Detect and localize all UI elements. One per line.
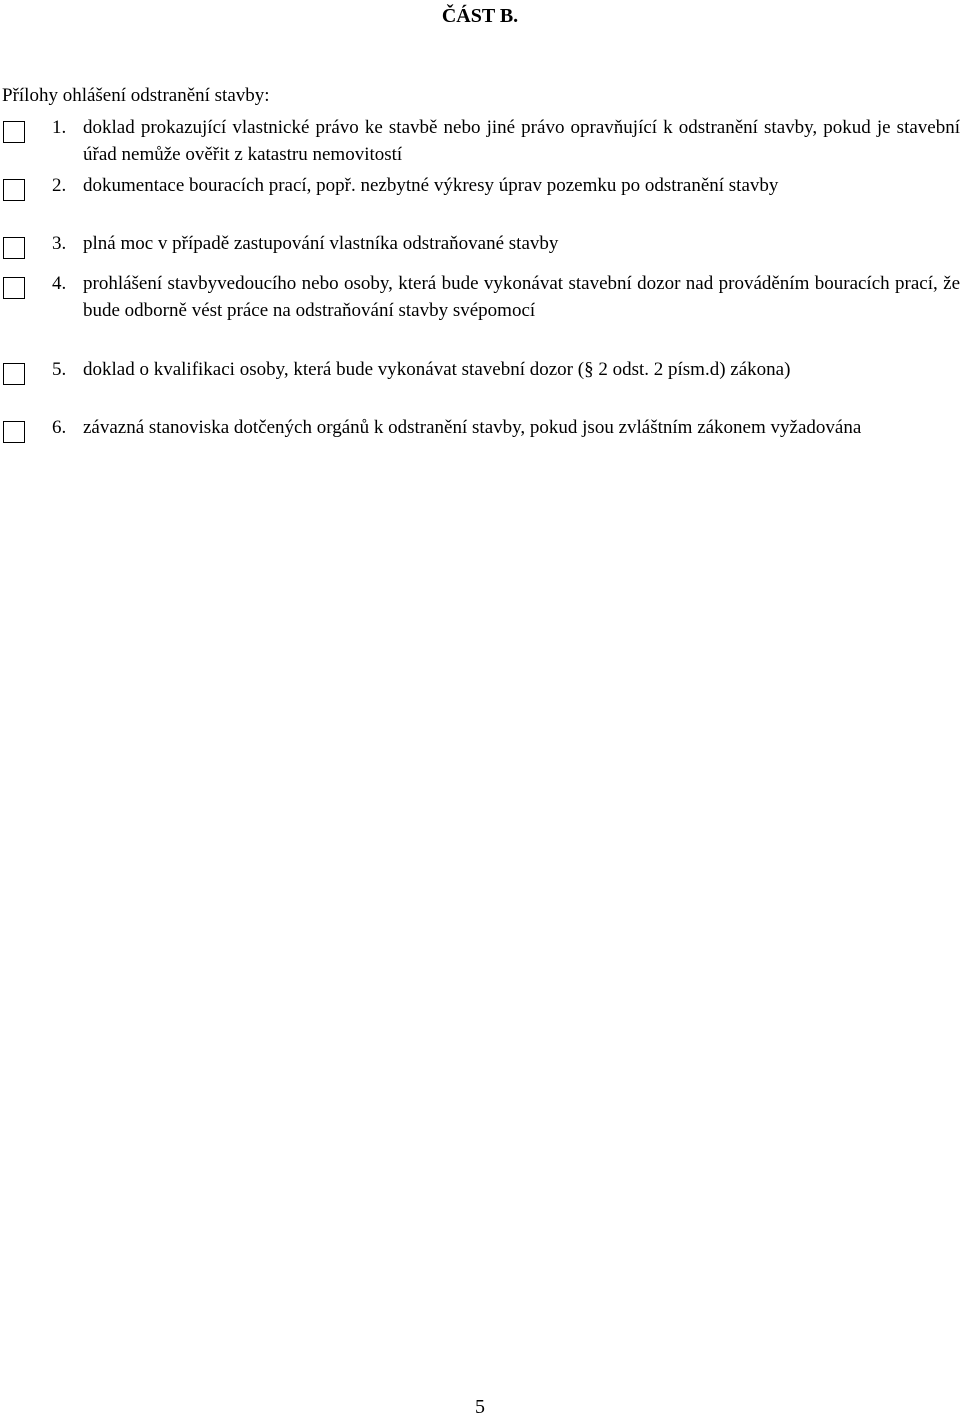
- item-text: prohlášení stavbyvedoucího nebo osoby, která bude vykonávat stavební dozor nad prováděním bouracích prací, že bude odborně vést práce na odstraňování stavby svépomocí: [83, 273, 960, 321]
- page-number: 5: [475, 1396, 485, 1418]
- item-number: 3.: [52, 233, 67, 254]
- attachments-list: [0, 114, 960, 472]
- checkbox-item-2[interactable]: [3, 179, 25, 201]
- list-item: [0, 356, 960, 414]
- checkbox-item-6[interactable]: [3, 421, 25, 443]
- item-number: 4.: [52, 273, 67, 294]
- page-title: ČÁST B.: [441, 5, 519, 27]
- item-number: 5.: [52, 359, 67, 380]
- item-text: závazná stanoviska dotčených orgánů k odstranění stavby, pokud jsou zvláštním zákonem vyžadována: [83, 417, 862, 438]
- list-item: [0, 172, 960, 230]
- list-item: [0, 414, 960, 472]
- checkbox-item-4[interactable]: [3, 277, 25, 299]
- item-number: 2.: [52, 175, 67, 196]
- item-number: 6.: [52, 417, 67, 438]
- item-text: doklad o kvalifikaci osoby, která bude vykonávat stavební dozor (§ 2 odst. 2 písm.d) zákona): [83, 359, 791, 380]
- item-text: dokumentace bouracích prací, popř. nezbytné výkresy úprav pozemku po odstranění stavby: [83, 175, 779, 196]
- item-number: 1.: [52, 117, 67, 138]
- section-subtitle: Přílohy ohlášení odstranění stavby:: [2, 85, 270, 106]
- item-text: doklad prokazující vlastnické právo ke stavbě nebo jiné právo opravňující k odstranění stavby, pokud je stavební úřad nemůže ověřit z katastru nemovitostí: [83, 117, 960, 165]
- list-item: [0, 230, 960, 270]
- checkbox-item-3[interactable]: [3, 237, 25, 259]
- item-text: plná moc v případě zastupování vlastníka odstraňované stavby: [83, 233, 559, 254]
- list-item: [0, 270, 960, 356]
- checkbox-item-5[interactable]: [3, 363, 25, 385]
- list-item: [0, 114, 960, 172]
- checkbox-item-1[interactable]: [3, 121, 25, 143]
